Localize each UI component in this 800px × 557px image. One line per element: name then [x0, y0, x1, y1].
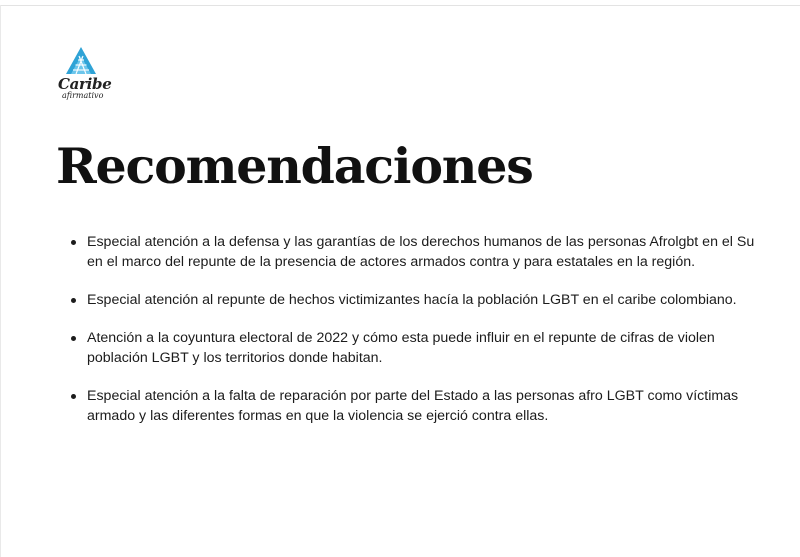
list-item — [71, 290, 800, 310]
logo-mark-icon — [64, 44, 98, 76]
page-title: Recomendaciones — [56, 137, 533, 195]
list-item-text: Especial atención a la defensa y las garantías de los derechos humanos de las personas Afrolgbt en el Su — [87, 234, 755, 250]
logo-wordmark: Caribe — [58, 75, 112, 93]
list-item-text: Atención a la coyuntura electoral de 2022 y cómo esta puede influir en el repunte de cifras de violen — [87, 330, 715, 346]
bullet-icon — [71, 298, 76, 303]
list-item — [71, 328, 800, 368]
list-item-text: en el marco del repunte de la presencia de actores armados contra y para estatales en la región. — [87, 254, 696, 270]
top-border — [0, 5, 800, 6]
bullet-icon — [71, 240, 76, 245]
list-item-text: Especial atención al repunte de hechos victimizantes hacía la población LGBT en el caribe colombiano. — [87, 292, 737, 308]
list-item-text: armado y las diferentes formas en que la violencia se ejerció contra ellas. — [87, 408, 549, 424]
list-item — [71, 386, 800, 426]
logo-subtitle: afirmativo — [62, 91, 104, 100]
list-item-text: Especial atención a la falta de reparación por parte del Estado a las personas afro LGBT como víctimas — [87, 388, 739, 404]
list-item-text: población LGBT y los territorios donde habitan. — [87, 350, 383, 366]
bullet-icon — [71, 336, 76, 341]
recommendations-list — [71, 232, 800, 444]
list-item — [71, 232, 800, 272]
left-border — [0, 5, 1, 557]
logo — [56, 44, 112, 104]
bullet-icon — [71, 394, 76, 399]
